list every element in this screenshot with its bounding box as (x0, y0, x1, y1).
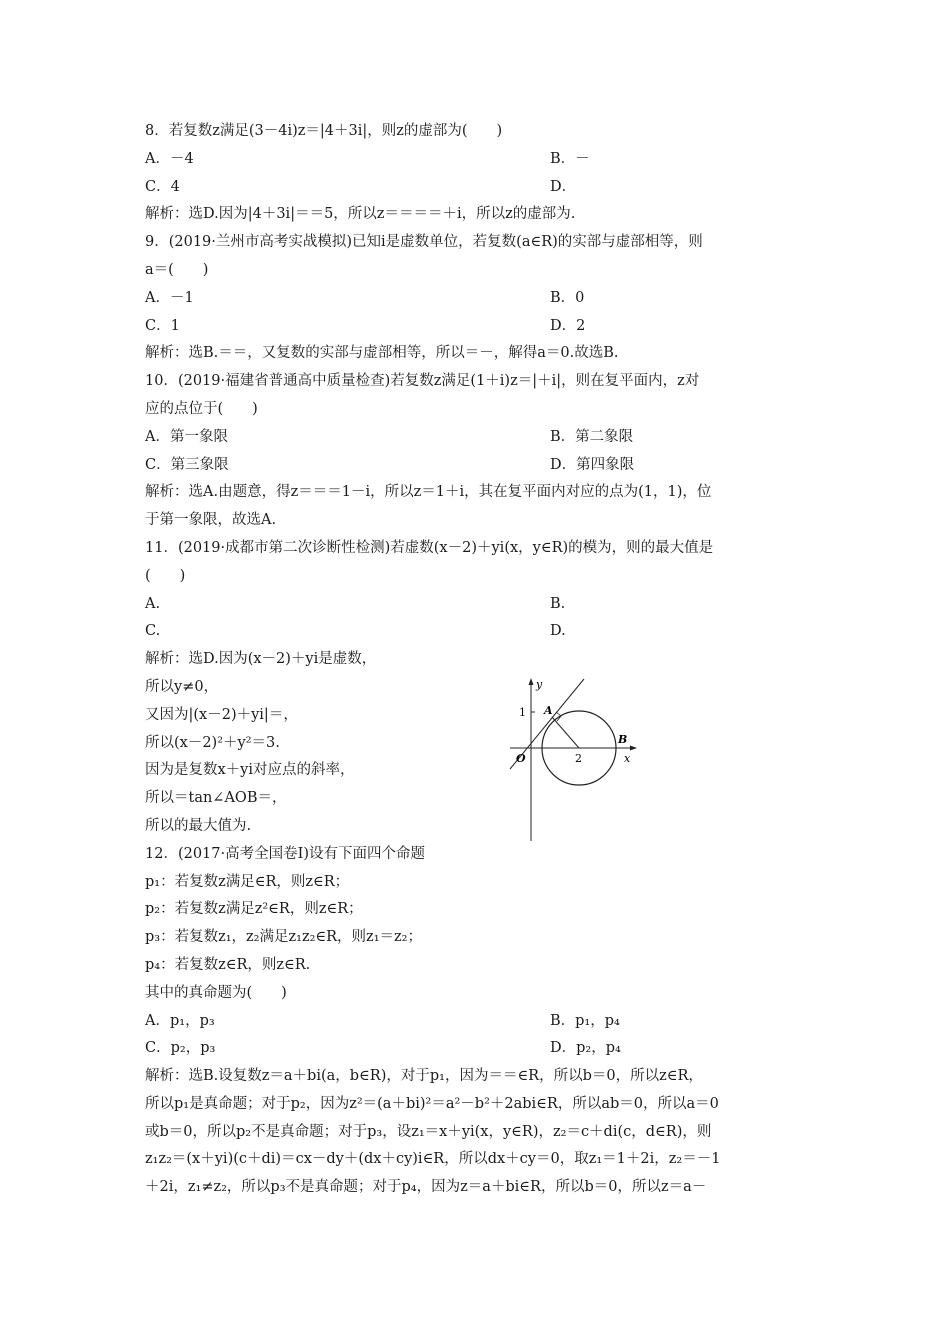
q12-option-a: A．p₁，p₃ (145, 1012, 215, 1029)
tick-y-label: 1 (519, 706, 526, 719)
q12-analysis-line-1: 解析：选B.设复数z＝a＋bi(a，b∈R)，对于p₁，因为＝＝∈R，所以b＝0，所以z∈R， (145, 1068, 703, 1085)
q8-stem: 8．若复数z满足(3－4i)z＝|4＋3i|，则z的虚部为( ) (145, 123, 503, 139)
q12-option-c: C．p₂，p₃ (145, 1040, 216, 1057)
q11-options-row-1 (145, 591, 815, 619)
q12-options-row-2 (145, 1035, 815, 1063)
q11-option-d: D. (550, 623, 566, 640)
q10-analysis-line-2: 于第一象限，故选A. (145, 512, 277, 529)
q8-option-c: C．4 (145, 178, 180, 195)
q10-stem-line-2: 应的点位于( ) (145, 400, 258, 417)
q12-proposition-p1: p₁：若复数z满足∈R，则z∈R； (145, 873, 350, 890)
q10-options-row-1 (145, 424, 815, 452)
q12-options-row-1 (145, 1008, 815, 1036)
q12-stem: 12．(2017·高考全国卷Ⅰ)设有下面四个命题 (145, 845, 426, 862)
y-label: y (536, 678, 543, 691)
q11-analysis-line-3: 又因为|(x－2)＋yi|＝， (145, 706, 298, 723)
q11-analysis-line-2: 所以y≠0， (145, 678, 219, 695)
q9-option-d: D．2 (550, 317, 586, 334)
q9-option-b: B．0 (550, 289, 585, 306)
q12-analysis-line-4: z₁z₂＝(x＋yi)(c＋di)＝cx－dy＋(dx＋cy)i∈R，所以dx＋cy＝0，取z₁＝1＋2i，z₂＝－1 (145, 1151, 721, 1168)
q8-options-row-2 (145, 174, 815, 202)
q10-option-d: D．第四象限 (550, 456, 635, 473)
q12-question: 其中的真命题为( ) (145, 984, 287, 1001)
q11-stem-line-1: 11．(2019·成都市第二次诊断性检测)若虚数(x－2)＋yi(x，y∈R)的模为，则的最大值是 (145, 539, 714, 556)
q11-option-b: B. (550, 595, 566, 612)
point-a-label: A (544, 704, 553, 717)
q11-analysis-line-4: 所以(x－2)²＋y²＝3. (145, 734, 280, 751)
q11-option-c: C. (145, 623, 161, 640)
q10-stem-line-1: 10．(2019·福建省普通高中质量检查)若复数z满足(1＋i)z＝|＋i|，则在复平面内，z对 (145, 373, 700, 390)
q11-options-row-2 (145, 618, 815, 646)
q12-proposition-p3: p₃：若复数z₁，z₂满足z₁z₂∈R，则z₁＝z₂； (145, 929, 422, 946)
q11-circle-figure (506, 676, 646, 846)
q10-option-b: B．第二象限 (550, 428, 634, 445)
q11-analysis-line-7: 所以的最大值为. (145, 817, 252, 834)
y-axis-arrow (529, 678, 534, 685)
tick-x-label: 2 (575, 752, 582, 765)
q12-option-b: B．p₁，p₄ (550, 1012, 620, 1029)
q8-option-b: B．－ (550, 150, 590, 167)
x-label: x (624, 752, 631, 765)
q11-analysis-line-1: 解析：选D.因为(x－2)＋yi是虚数， (145, 651, 377, 668)
q12-analysis-line-5: ＋2i，z₁≠z₂，所以p₃不是真命题；对于p₄，因为z＝a＋bi∈R，所以b＝0，所以z＝a－ (145, 1179, 707, 1196)
q10-option-c: C．第三象限 (145, 456, 229, 473)
q8-analysis: 解析：选D.因为|4＋3i|＝＝5，所以z＝＝＝＝＋i，所以z的虚部为. (145, 206, 576, 223)
q9-analysis: 解析：选B.＝＝，又复数的实部与虚部相等，所以＝－，解得a＝0.故选B. (145, 345, 619, 362)
x-axis-arrow (630, 746, 637, 751)
origin-label: O (516, 752, 526, 765)
q12-analysis-line-2: 所以p₁是真命题；对于p₂，因为z²＝(a＋bi)²＝a²－b²＋2abi∈R，所以ab＝0，所以a＝0 (145, 1095, 719, 1112)
point-b-label: B (618, 733, 628, 746)
q8-option-a: A．－4 (145, 150, 194, 167)
q8-option-d: D． (550, 178, 577, 195)
q11-analysis-line-5: 因为是复数x＋yi对应点的斜率， (145, 762, 355, 779)
q10-options-row-2 (145, 452, 815, 480)
q12-proposition-p4: p₄：若复数z∈R，则z∈R. (145, 956, 311, 973)
q10-analysis-line-1: 解析：选A.由题意，得z＝＝＝1－i，所以z＝1＋i，其在复平面内对应的点为(1，1)，位 (145, 484, 712, 501)
q9-option-c: C．1 (145, 317, 180, 334)
q11-stem-line-2: ( ) (145, 567, 186, 584)
q12-option-d: D．p₂，p₄ (550, 1040, 621, 1057)
q9-stem-line-2: a＝( ) (145, 261, 209, 278)
document-page (145, 118, 815, 1202)
q12-analysis-line-3: 或b＝0，所以p₂不是真命题；对于p₃，设z₁＝x＋yi(x，y∈R)，z₂＝c＋di(c，d∈R)，则 (145, 1123, 712, 1140)
q9-options-row-1 (145, 285, 815, 313)
q11-analysis-line-6: 所以＝tan∠AOB＝， (145, 790, 287, 807)
q11-option-a: A. (145, 595, 161, 612)
q9-options-row-2 (145, 313, 815, 341)
q9-option-a: A．－1 (145, 289, 194, 306)
q12-proposition-p2: p₂：若复数z满足z²∈R，则z∈R； (145, 901, 363, 918)
radius-ca (552, 717, 579, 748)
q8-options-row-1 (145, 146, 815, 174)
q9-stem-line-1: 9．(2019·兰州市高考实战模拟)已知i是虚数单位，若复数(a∈R)的实部与虚部相等，则 (145, 234, 703, 251)
q10-option-a: A．第一象限 (145, 428, 228, 445)
